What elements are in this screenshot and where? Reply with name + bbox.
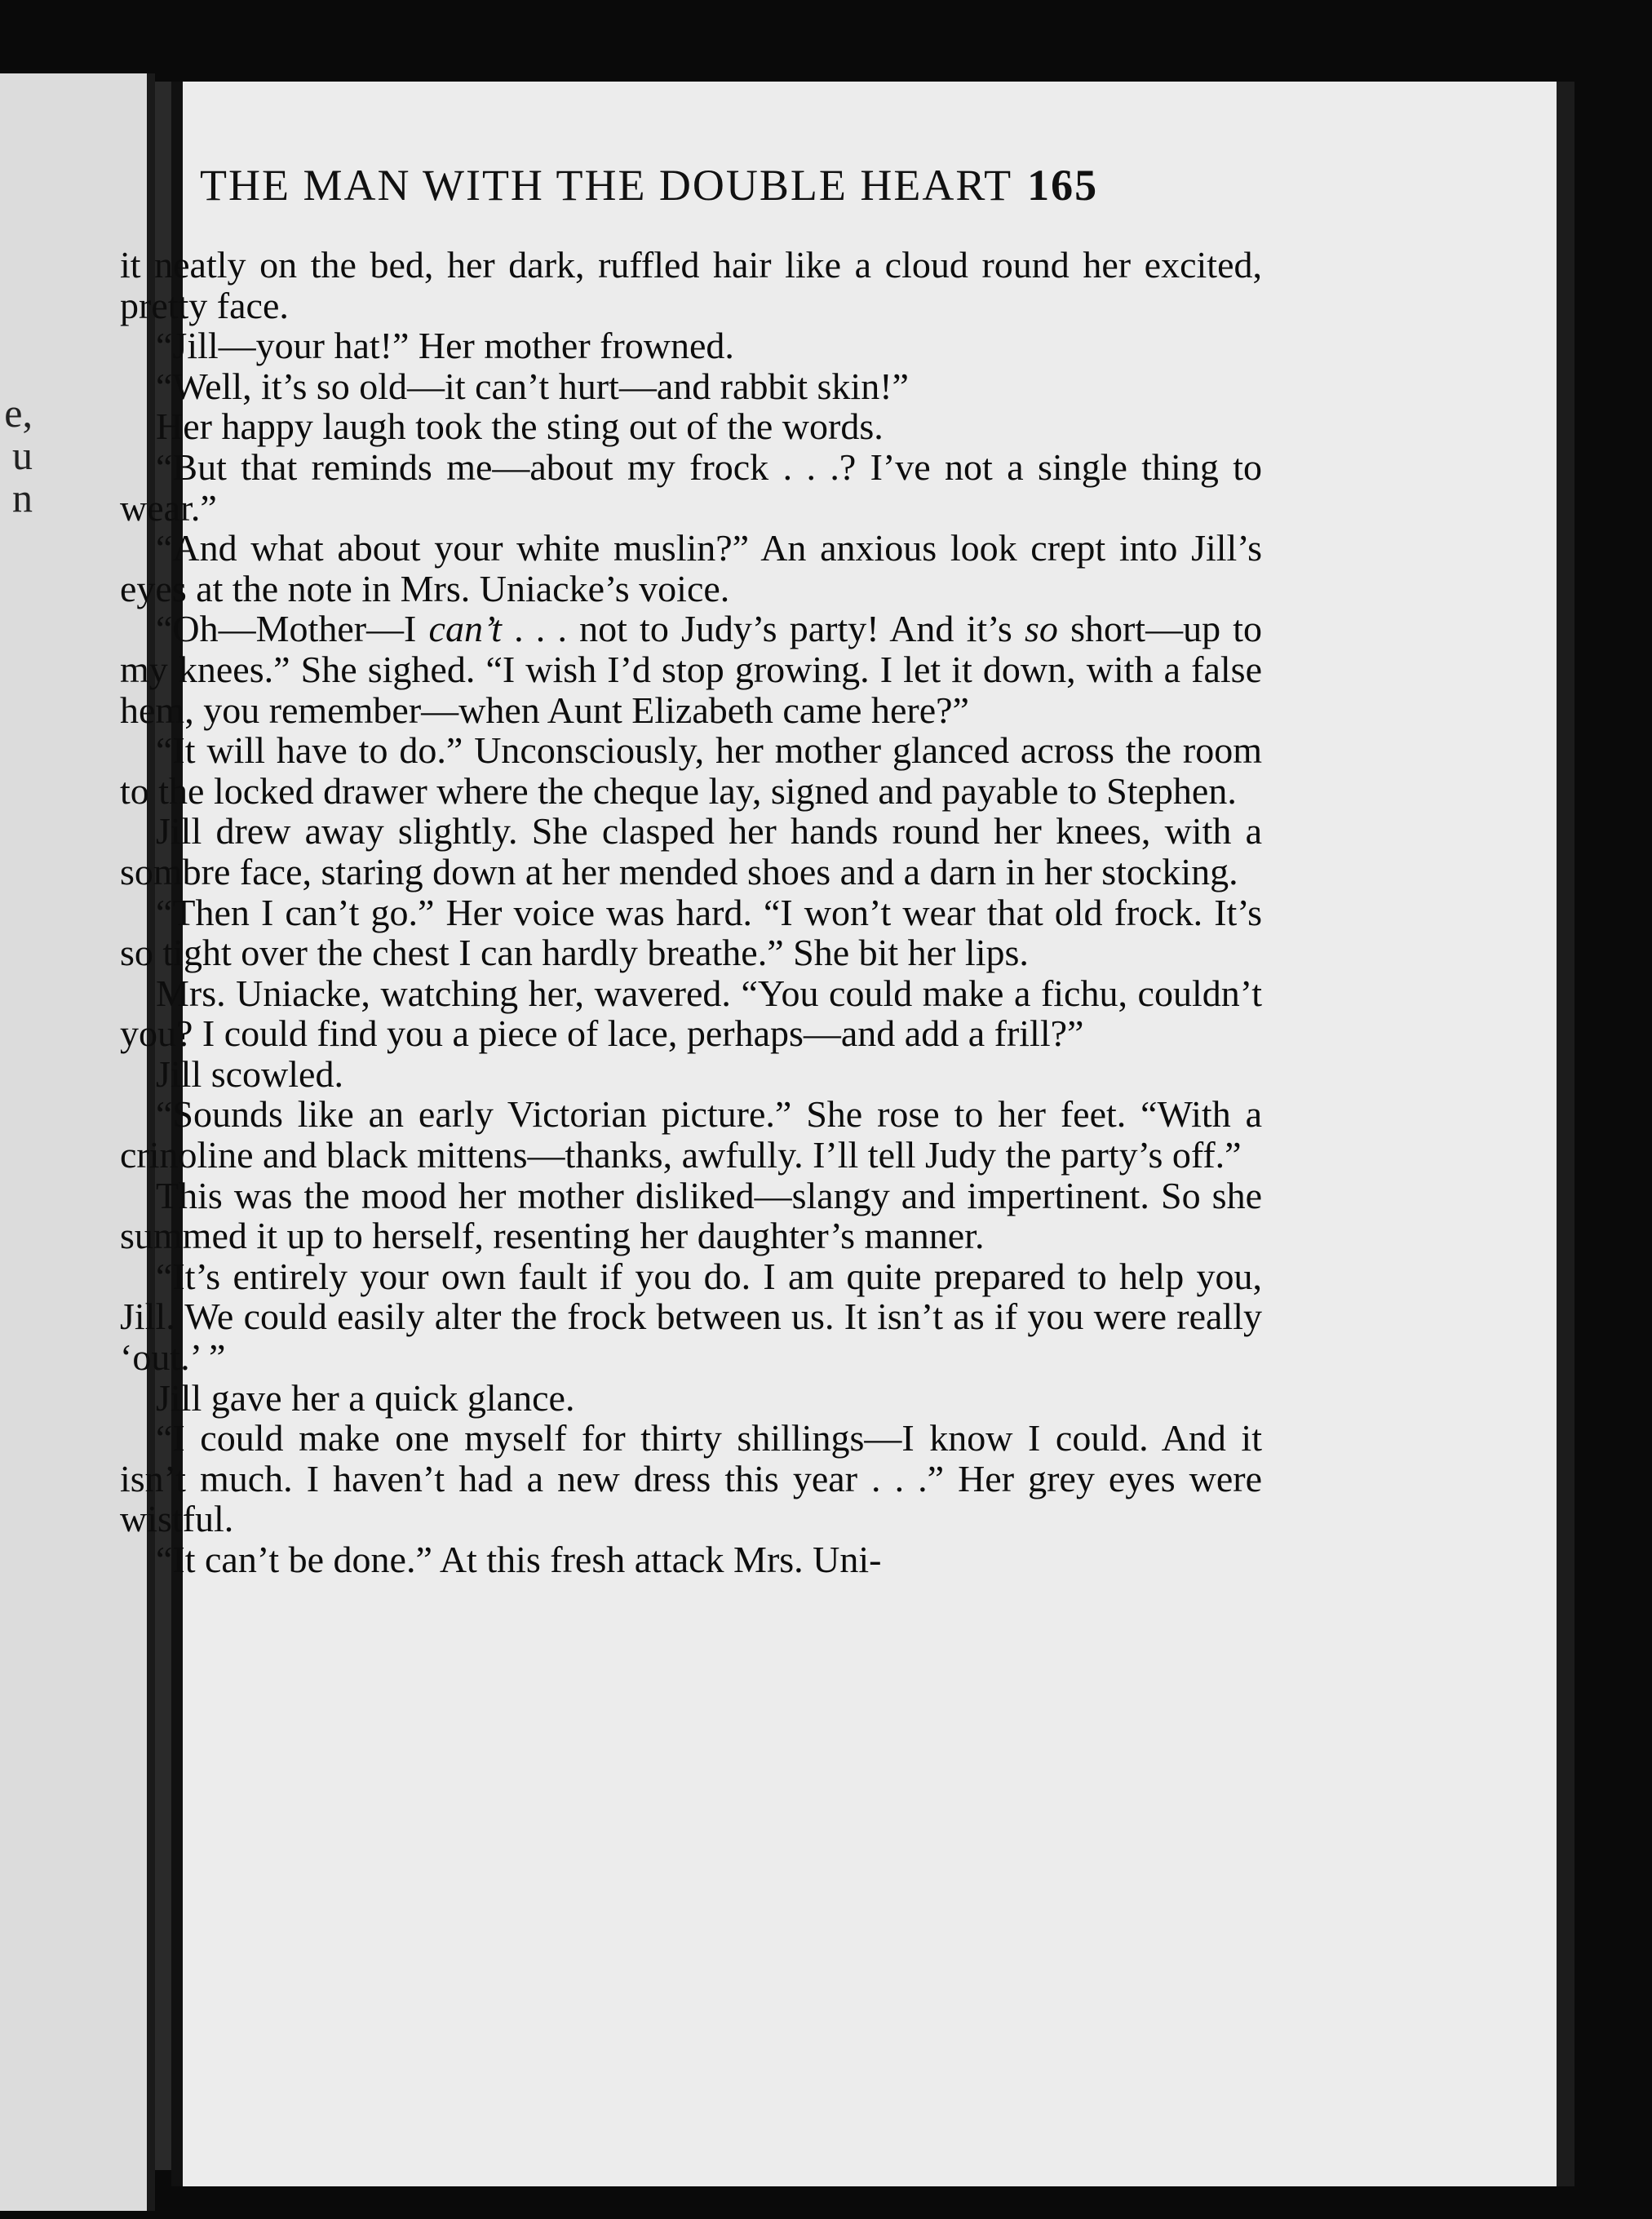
- paragraph: “Well, it’s so old—it can’t hurt—and rabbit skin!”: [156, 365, 909, 407]
- paragraph: “I could make one myself for thirty shillings—I know I could. And it isn’t much. I haven’t had a new dress this year . . .” Her grey eyes were wistful.: [120, 1417, 1262, 1540]
- paragraph: it neatly on the bed, her dark, ruffled hair like a cloud round her excited, pretty face.: [120, 244, 1262, 326]
- paragraph-text: short—up to my knees.” She sighed. “I wish I’d stop growing. I let it down, with a false hem, you remember—when Aunt Elizabeth came here?”: [120, 608, 1263, 731]
- page-number: 165: [1027, 161, 1099, 210]
- paragraph: [120, 609, 1262, 730]
- paragraph: “Sounds like an early Victorian picture.” She rose to her feet. “With a crinoline and black mittens—thanks, awfully. I’ll tell Judy the party’s off.”: [120, 1093, 1262, 1176]
- left-page-text-fragments: [0, 392, 33, 519]
- paragraph: “It will have to do.” Unconsciously, her mother glanced across the room to the locked drawer where the cheque lay, signed and payable to Stephen.: [120, 729, 1262, 812]
- body-text: [120, 245, 1262, 1580]
- running-head: [200, 160, 1326, 210]
- paragraph-text: “Oh—Mother—I: [156, 608, 429, 650]
- emphasis: can’t: [428, 608, 502, 650]
- emphasis: so: [1025, 608, 1058, 650]
- paragraph: “Jill—your hat!” Her mother frowned.: [156, 325, 734, 367]
- running-head-title: THE MAN WITH THE DOUBLE HEART: [200, 161, 1013, 210]
- paragraph: Her happy laugh took the sting out of the words.: [156, 405, 884, 448]
- left-fragment: n: [12, 475, 33, 520]
- paragraph: “It’s entirely your own fault if you do. I am quite prepared to help you, Jill. We could easily alter the frock between us. It isn’t as if you were really ‘out.’ ”: [120, 1255, 1262, 1379]
- paragraph: Mrs. Uniacke, watching her, wavered. “You could make a fichu, couldn’t you? I could find you a piece of lace, perhaps—and add a frill?”: [120, 972, 1262, 1055]
- paragraph: “But that reminds me—about my frock . . .? I’ve not a single thing to wear.”: [120, 445, 1262, 529]
- left-fragment: u: [12, 432, 33, 478]
- paragraph-text: . . . not to Judy’s party! And it’s: [501, 608, 1025, 650]
- paragraph: Jill drew away slightly. She clasped her hands round her knees, with a sombre face, staring down at her mended shoes and a darn in her stocking.: [120, 810, 1262, 892]
- left-fragment: e,: [4, 390, 33, 436]
- paragraph: “And what about your white muslin?” An anxious look crept into Jill’s eyes at the note in Mrs. Uniacke’s voice.: [120, 527, 1262, 609]
- paragraph: Jill gave her a quick glance.: [156, 1376, 575, 1419]
- paragraph: “Then I can’t go.” Her voice was hard. “I won’t wear that old frock. It’s so tight over the chest I can hardly breathe.” She bit her lips.: [120, 891, 1262, 974]
- paragraph: Jill scowled.: [156, 1052, 343, 1095]
- paragraph: “It can’t be done.” At this fresh attack Mrs. Uni-: [156, 1539, 882, 1580]
- paragraph: This was the mood her mother disliked—slangy and impertinent. So she summed it up to herself, resenting her daughter’s manner.: [120, 1174, 1262, 1257]
